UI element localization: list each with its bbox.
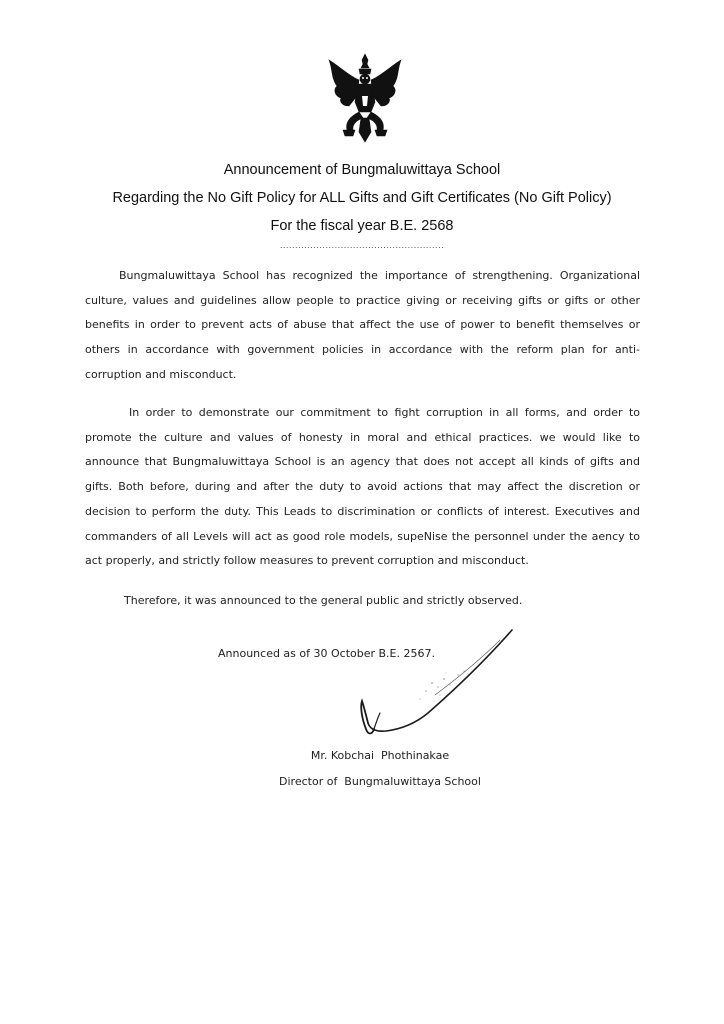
- handwritten-signature-icon: [340, 625, 530, 740]
- signer-name: Mr. Kobchai Phothinakae: [310, 749, 450, 762]
- body-paragraph-3: Therefore, it was announced to the general public and strictly observed.: [124, 594, 523, 607]
- signer-title: Director of Bungmaluwittaya School: [279, 775, 481, 788]
- document-title: Announcement of Bungmaluwittaya School: [223, 162, 501, 178]
- body-paragraph-1: Bungmaluwittaya School has recognized the importance of strengthening. Organizational culture, values and guidelines allow people to practice giving or receiving gifts or gifts or other benefits in order to prevent acts of abuse that affect the use of power to benefit themselves or others in accordance with government policies in accordance with the reform plan for anti-corruption and misconduct.: [85, 269, 640, 381]
- document-subtitle: Regarding the No Gift Policy for ALL Gifts and Gift Certificates (No Gift Policy): [112, 190, 612, 206]
- fiscal-year-line: For the fiscal year B.E. 2568: [270, 218, 454, 234]
- garuda-emblem-icon: [325, 50, 405, 150]
- body-paragraph-2: In order to demonstrate our commitment to fight corruption in all forms, and order to promote the culture and values of honesty in moral and ethical practices. we would like to announce that Bungmaluwittaya School is an agency that does not accept all kinds of gifts and gifts. Both before, during and after the duty to avoid actions that may affect the discretion or decision to perform the duty. This Leads to discrimination or conflicts of interest. Executives and commanders of all Levels will act as good role models, supeNise the personnel under the aency to act properly, and strictly follow measures to prevent corruption and misconduct.: [85, 406, 640, 568]
- dotted-separator: ......................................................: [279, 241, 445, 250]
- announcement-date: Announced as of 30 October B.E. 2567.: [218, 647, 435, 660]
